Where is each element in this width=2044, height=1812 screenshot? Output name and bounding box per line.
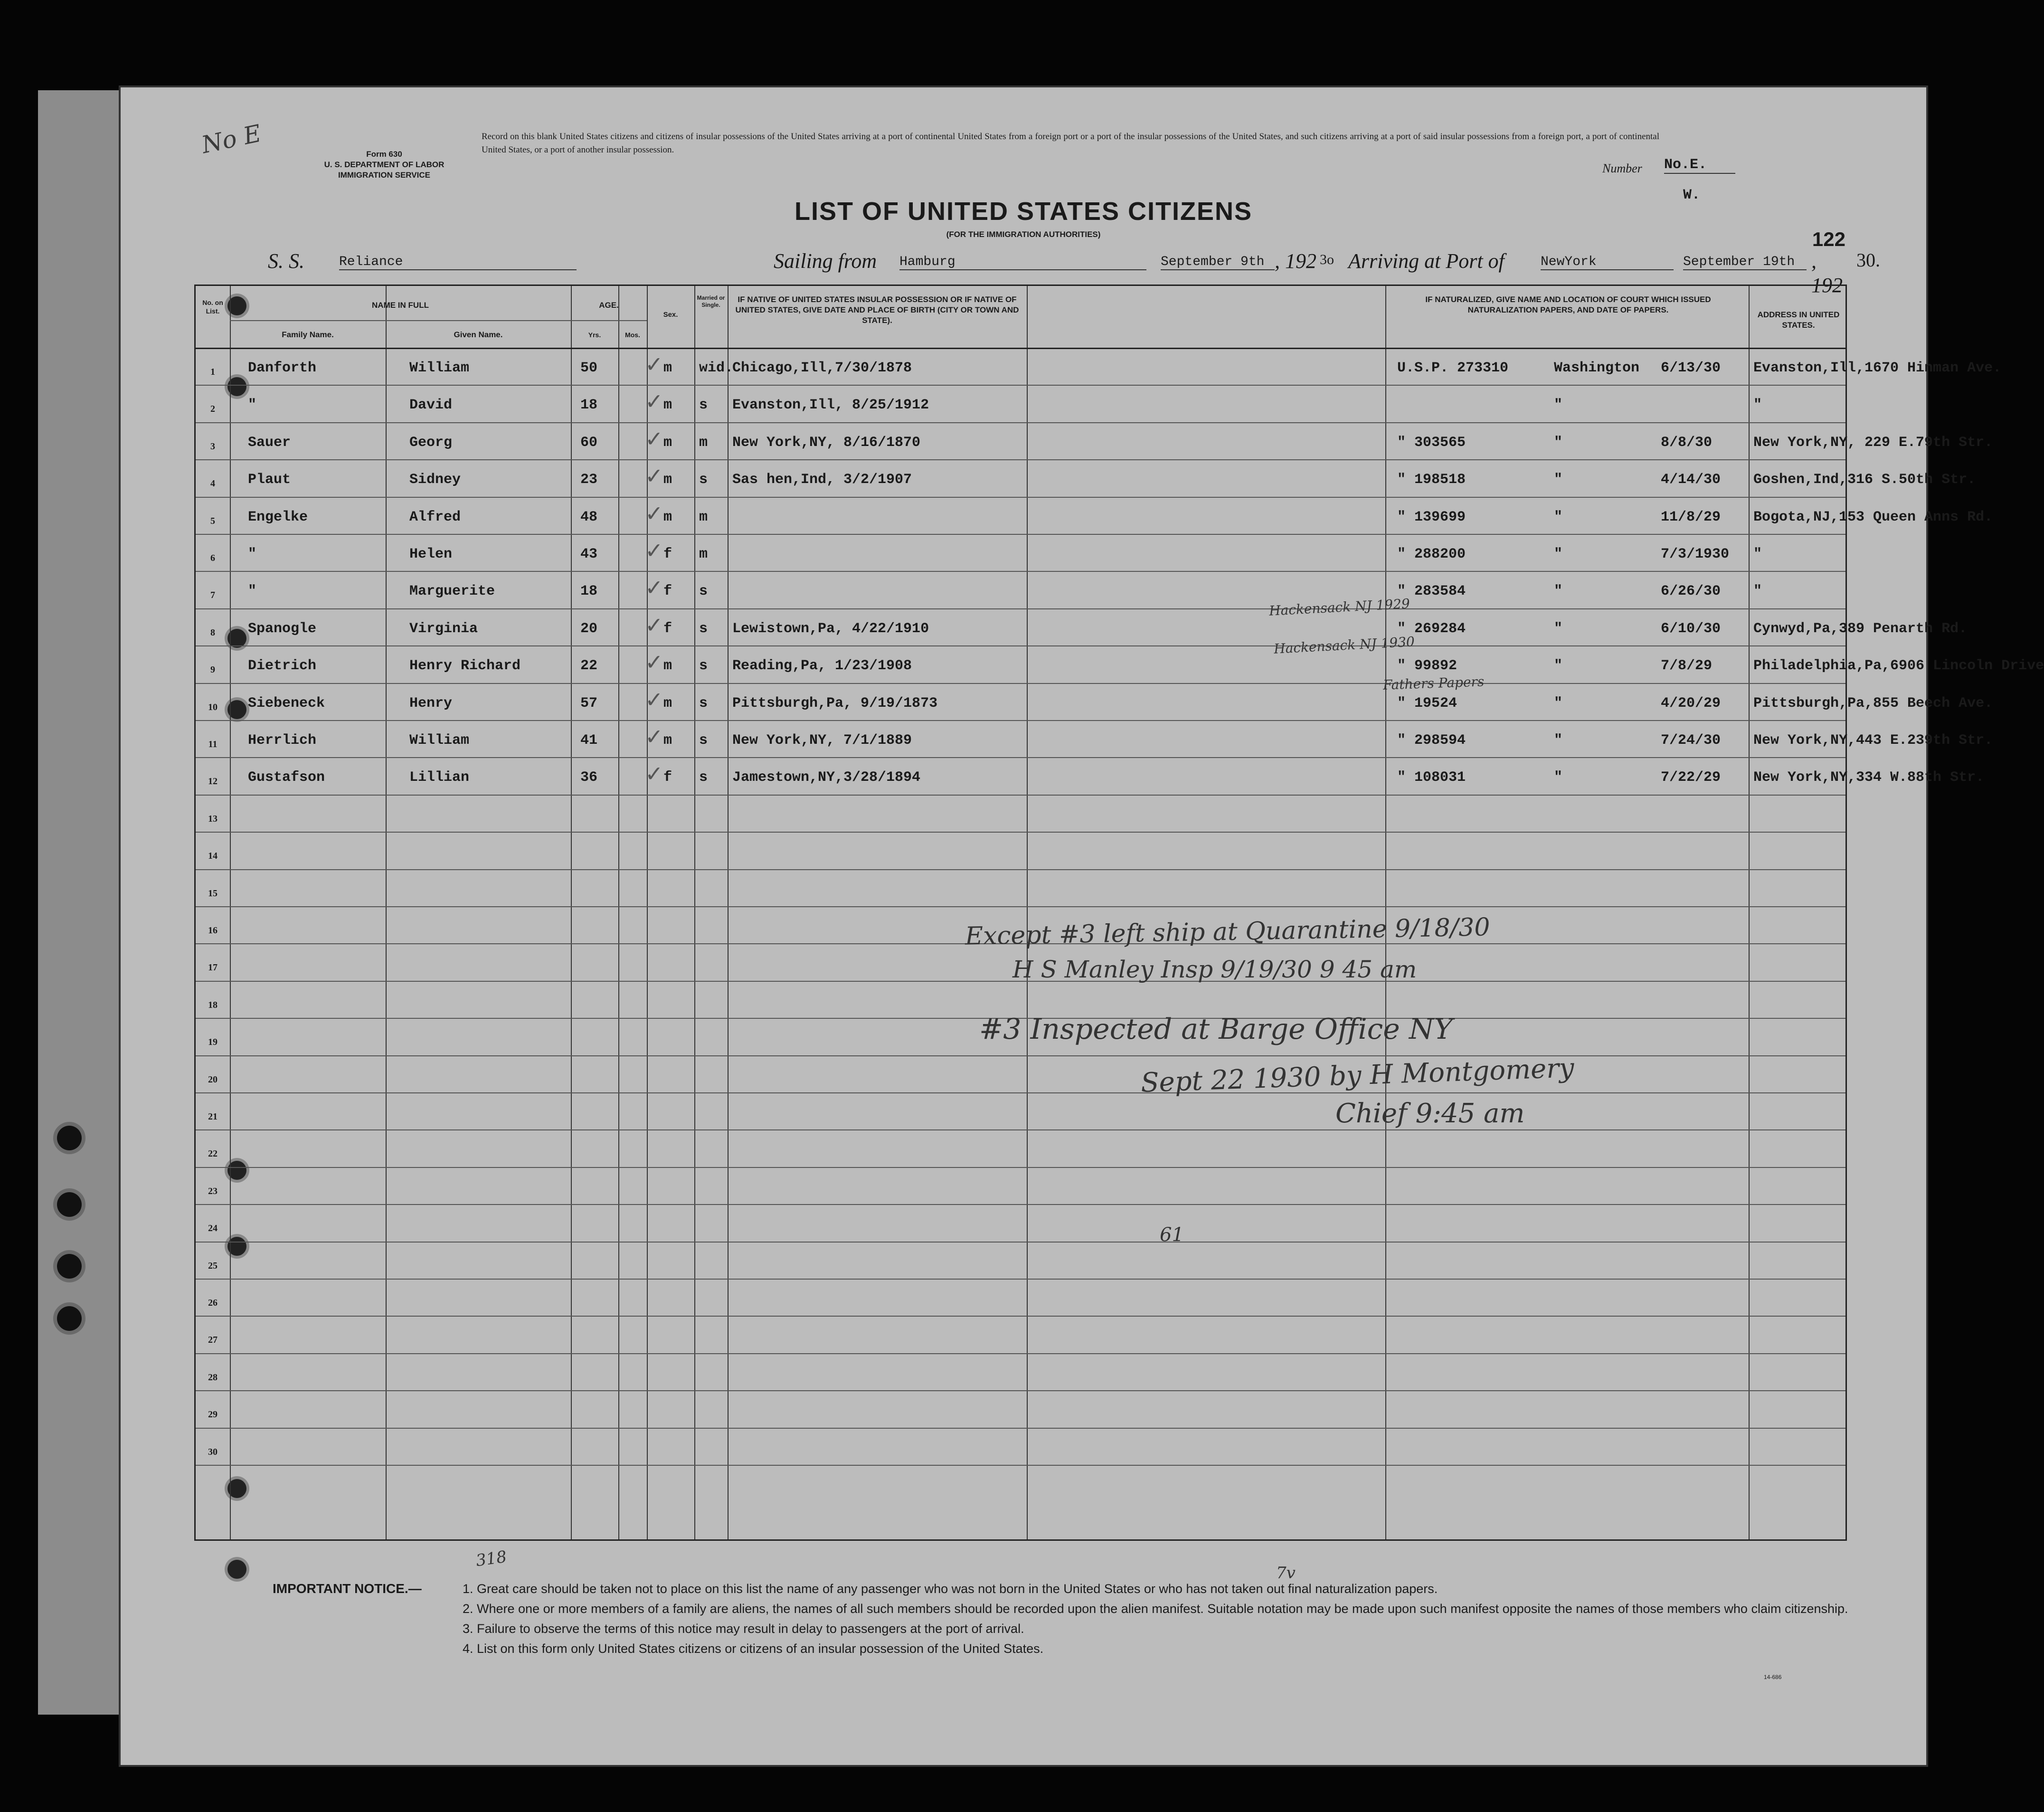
- arrival-date: September 19th: [1683, 255, 1807, 270]
- passenger-naturalization-date: 6/13/30: [1661, 360, 1721, 376]
- passenger-birthplace: Lewistown,Pa, 4/22/1910: [732, 620, 929, 637]
- passenger-naturalization-court: ": [1554, 434, 1563, 451]
- passenger-family-name: Engelke: [248, 509, 308, 525]
- handwritten-inspector-note: H S Manley Insp 9/19/30 9 45 am: [1013, 956, 1417, 983]
- notice-item: 2. Where one or more members of a family are aliens, the names of all such members should be recorded upon the alien manifest. Suitable notation may be made upon such manifest opposite the names of those members who claim citizenship.: [463, 1602, 1848, 1616]
- passenger-family-name: Gustafson: [248, 769, 325, 786]
- passenger-naturalization-date: 8/8/30: [1661, 434, 1713, 451]
- passenger-family-name: Plaut: [248, 472, 291, 488]
- row-number: 20: [208, 1074, 218, 1085]
- binder-hole: [57, 1254, 82, 1279]
- table-row: [196, 571, 1845, 608]
- passenger-address: Bogota,NJ,153 Queen Anns Rd.: [1753, 509, 1993, 525]
- row-number: 16: [208, 925, 218, 936]
- passenger-family-name: Danforth: [248, 360, 317, 376]
- handwritten-inspection-note: #3 Inspected at Barge Office NY: [979, 1013, 1453, 1046]
- passenger-family-name: Siebeneck: [248, 695, 325, 712]
- row-number: 9: [210, 664, 215, 675]
- table-row: [196, 645, 2044, 683]
- row-number: 13: [208, 813, 218, 824]
- handwritten-side-mark: 318: [474, 1547, 508, 1571]
- page-subtitle: (FOR THE IMMIGRATION AUTHORITIES): [946, 230, 1101, 239]
- checkmark-icon: ✓: [645, 463, 663, 489]
- passenger-naturalization-cert: " 298594: [1397, 732, 1466, 749]
- passenger-family-name: ": [248, 546, 257, 562]
- passenger-age: 18: [580, 397, 598, 414]
- passenger-naturalization-court: ": [1554, 769, 1563, 786]
- passenger-naturalization-court: ": [1554, 397, 1563, 414]
- header-family-name: Family Name.: [282, 330, 334, 339]
- passenger-naturalization-date: 4/20/29: [1661, 695, 1721, 712]
- row-number: 14: [208, 851, 218, 862]
- checkmark-icon: ✓: [645, 426, 663, 452]
- passenger-naturalization-cert: " 269284: [1397, 620, 1466, 637]
- checkmark-icon: ✓: [645, 724, 663, 749]
- checkmark-icon: ✓: [645, 351, 663, 377]
- passenger-naturalization-date: 7/3/1930: [1661, 546, 1730, 562]
- passenger-family-name: ": [248, 397, 257, 414]
- passenger-given-name: William: [409, 732, 470, 749]
- row-number: 19: [208, 1037, 218, 1048]
- passenger-naturalization-cert: " 303565: [1397, 434, 1466, 451]
- row-number: 1: [210, 367, 215, 377]
- passenger-given-name: Virginia: [409, 620, 478, 637]
- passenger-marital-status: m: [699, 434, 708, 451]
- passenger-naturalization-date: 6/10/30: [1661, 620, 1721, 637]
- list-number-suffix: W.: [1683, 187, 1701, 203]
- table-row: [196, 534, 1845, 571]
- arriving-label: Arriving at Port of: [1348, 249, 1505, 273]
- table-row: [196, 1316, 1845, 1353]
- table-row: [196, 422, 1993, 459]
- passenger-birthplace: Jamestown,NY,3/28/1894: [732, 769, 921, 786]
- row-number: 12: [208, 776, 218, 787]
- passenger-naturalization-cert: U.S.P. 273310: [1397, 360, 1509, 376]
- table-row: [196, 1428, 1845, 1465]
- passenger-sex: m: [663, 695, 672, 712]
- passenger-marital-status: wid.: [699, 360, 734, 376]
- passenger-marital-status: m: [699, 509, 708, 525]
- passenger-naturalization-court: ": [1554, 695, 1563, 712]
- table-row: [196, 683, 1993, 720]
- passenger-naturalization-date: 7/24/30: [1661, 732, 1721, 749]
- corner-handwritten-note: No E: [199, 119, 264, 159]
- row-number: 17: [208, 962, 218, 973]
- passenger-family-name: Sauer: [248, 434, 291, 451]
- departure-port: Hamburg: [899, 255, 1146, 270]
- header-given-name: Given Name.: [454, 330, 503, 339]
- passenger-naturalization-date: 6/26/30: [1661, 583, 1721, 600]
- passenger-sex: f: [663, 546, 672, 562]
- row-number: 2: [210, 404, 215, 415]
- passenger-given-name: Henry: [409, 695, 453, 712]
- header-birthplace: IF NATIVE OF UNITED STATES INSULAR POSSESSION OR IF NATIVE OF UNITED STATES, GIVE DATE AND PLACE OF BIRTH (CITY OR TOWN AND STATE).: [735, 295, 1019, 325]
- header-months: Mos.: [625, 331, 640, 339]
- passenger-naturalization-court: Washington: [1554, 360, 1640, 376]
- passenger-family-name: Dietrich: [248, 658, 317, 674]
- table-row: [196, 1242, 1845, 1279]
- passenger-address: ": [1753, 397, 1762, 414]
- row-number: 6: [210, 553, 215, 563]
- passenger-family-name: Spanogle: [248, 620, 317, 637]
- passenger-age: 60: [580, 434, 598, 451]
- form-header-block: [311, 149, 458, 180]
- table-row: [196, 1390, 1845, 1427]
- manifest-sheet: [119, 85, 2044, 1767]
- form-code: 14-686: [1764, 1674, 1782, 1680]
- passenger-sex: m: [663, 434, 672, 451]
- passenger-age: 22: [580, 658, 598, 674]
- passenger-birthplace: Evanston,Ill, 8/25/1912: [732, 397, 929, 414]
- ss-label: S. S.: [268, 249, 304, 273]
- table-row: [196, 497, 1993, 534]
- passenger-sex: f: [663, 583, 672, 600]
- table-row: [196, 385, 1845, 422]
- passenger-age: 43: [580, 546, 598, 562]
- row-number: 23: [208, 1186, 218, 1196]
- handwritten-quarantine-note: Except #3 left ship at Quarantine 9/18/30: [965, 913, 1490, 951]
- binder-strip: [38, 90, 122, 1715]
- page-number: 122: [1812, 228, 1845, 250]
- passenger-address: ": [1753, 583, 1762, 600]
- passenger-address: Evanston,Ill,1670 Hinman Ave.: [1753, 360, 2002, 376]
- handwritten-date-signature: Sept 22 1930 by H Montgomery: [1140, 1053, 1575, 1099]
- notice-items: [463, 1579, 1878, 1659]
- passenger-naturalization-court: ": [1554, 509, 1563, 525]
- passenger-address: Pittsburgh,Pa,855 Beech Ave.: [1753, 695, 1993, 712]
- departure-date: September 9th: [1161, 255, 1275, 270]
- passenger-naturalization-court: ": [1554, 546, 1563, 562]
- row-number: 26: [208, 1298, 218, 1308]
- table-row: [196, 1092, 1845, 1129]
- passenger-naturalization-court: ": [1554, 472, 1563, 488]
- checkmark-icon: ✓: [645, 612, 663, 638]
- passenger-address: ": [1753, 546, 1762, 562]
- passenger-marital-status: s: [699, 472, 708, 488]
- passenger-given-name: Marguerite: [409, 583, 495, 600]
- passenger-given-name: Lillian: [409, 769, 470, 786]
- table-row: [196, 832, 1845, 869]
- handwritten-court-note: Hackensack NJ 1929: [1268, 596, 1410, 619]
- passenger-given-name: Sidney: [409, 472, 461, 488]
- passenger-sex: m: [663, 509, 672, 525]
- passenger-naturalization-court: ": [1554, 732, 1563, 749]
- row-number: 24: [208, 1223, 218, 1234]
- passenger-naturalization-date: 11/8/29: [1661, 509, 1721, 525]
- table-row: [196, 1353, 1845, 1390]
- checkmark-icon: ✓: [645, 538, 663, 563]
- form-instructions: Record on this blank United States citizens and citizens of insular possessions of the United States arriving at a port of continental United States from a foreign port or a port of the insular possessions of the United States, and such citizens arriving at a port of said insular possessions from a foreign port, a port of continental United States, or a port of another insular possession.: [482, 132, 1659, 155]
- passenger-sex: f: [663, 620, 672, 637]
- passenger-birthplace: Reading,Pa, 1/23/1908: [732, 658, 912, 674]
- passenger-table: [194, 285, 2044, 1583]
- passenger-marital-status: s: [699, 732, 708, 749]
- passenger-naturalization-cert: " 198518: [1397, 472, 1466, 488]
- voyage-line: [268, 249, 1880, 297]
- passenger-given-name: Helen: [409, 546, 453, 562]
- departure-year-prefix: , 192: [1275, 249, 1316, 273]
- passenger-age: 41: [580, 732, 598, 749]
- passenger-naturalization-cert: " 99892: [1397, 658, 1457, 674]
- passenger-given-name: William: [409, 360, 470, 376]
- notice-item: 3. Failure to observe the terms of this notice may result in delay to passengers at the port of arrival.: [463, 1622, 1024, 1636]
- header-sex: Sex.: [663, 311, 678, 319]
- passenger-given-name: Henry Richard: [409, 658, 521, 674]
- row-number: 11: [208, 739, 218, 749]
- passenger-naturalization-court: ": [1554, 620, 1563, 637]
- header-age: AGE.: [599, 301, 619, 310]
- passenger-age: 57: [580, 695, 598, 712]
- passenger-marital-status: s: [699, 769, 708, 786]
- row-number: 8: [210, 627, 215, 638]
- row-number: 3: [210, 441, 215, 452]
- passenger-naturalization-cert: " 283584: [1397, 583, 1466, 600]
- header-name-in-full: NAME IN FULL: [372, 301, 429, 310]
- passenger-address: Philadelphia,Pa,6906 Lincoln Drive: [1753, 658, 2044, 674]
- header-naturalization: IF NATURALIZED, GIVE NAME AND LOCATION OF COURT WHICH ISSUED NATURALIZATION PAPERS, AND DATE OF PAPERS.: [1425, 295, 1711, 314]
- row-number: 15: [208, 888, 218, 899]
- table-row: [196, 1129, 1845, 1167]
- passenger-naturalization-court: ": [1554, 658, 1563, 674]
- row-number: 21: [208, 1111, 218, 1122]
- passenger-given-name: Alfred: [409, 509, 461, 525]
- table-row: [196, 348, 2002, 385]
- row-number: 10: [208, 702, 218, 712]
- header-married-single: Married or Single.: [697, 294, 725, 308]
- checkmark-icon: ✓: [645, 389, 663, 415]
- passenger-sex: m: [663, 732, 672, 749]
- passenger-age: 48: [580, 509, 598, 525]
- passenger-sex: m: [663, 658, 672, 674]
- row-number: 28: [208, 1372, 218, 1383]
- passenger-birthplace: New York,NY, 7/1/1889: [732, 732, 912, 749]
- passenger-family-name: Herrlich: [248, 732, 317, 749]
- table-row: [196, 757, 1985, 794]
- row-number: 25: [208, 1260, 218, 1271]
- passenger-sex: m: [663, 397, 672, 414]
- row-number: 27: [208, 1335, 218, 1346]
- row-number: 22: [208, 1148, 218, 1159]
- passenger-naturalization-date: 4/14/30: [1661, 472, 1721, 488]
- passenger-marital-status: s: [699, 397, 708, 414]
- table-row: [196, 459, 1976, 496]
- passenger-age: 23: [580, 472, 598, 488]
- row-number: 18: [208, 999, 218, 1010]
- page-title: LIST OF UNITED STATES CITIZENS: [795, 197, 1252, 226]
- passenger-naturalization-cert: " 108031: [1397, 769, 1466, 786]
- passenger-birthplace: Pittsburgh,Pa, 9/19/1873: [732, 695, 938, 712]
- table-row: [196, 608, 1968, 645]
- handwritten-court-note: Hackensack NJ 1930: [1273, 634, 1415, 657]
- passenger-age: 36: [580, 769, 598, 786]
- departure-year-suffix: 3o: [1320, 252, 1334, 267]
- arrival-year-suffix: 30.: [1856, 249, 1880, 271]
- header-no: No. on List.: [202, 299, 223, 315]
- arrival-port: NewYork: [1541, 255, 1674, 270]
- passenger-age: 20: [580, 620, 598, 637]
- ship-name: Reliance: [339, 255, 577, 270]
- passenger-birthplace: Sas hen,Ind, 3/2/1907: [732, 472, 912, 488]
- passenger-sex: m: [663, 360, 672, 376]
- passenger-address: Cynwyd,Pa,389 Penarth Rd.: [1753, 620, 1968, 637]
- passenger-marital-status: s: [699, 658, 708, 674]
- handwritten-stray-mark: 61: [1160, 1224, 1184, 1246]
- checkmark-icon: ✓: [645, 686, 663, 712]
- list-number: No.E.: [1664, 157, 1735, 174]
- table-row: [196, 720, 1993, 757]
- notice-item: 4. List on this form only United States citizens or citizens of an insular possession of the United States.: [463, 1641, 1044, 1656]
- row-number: 29: [208, 1409, 218, 1420]
- row-number: 5: [210, 515, 215, 526]
- service-name: IMMIGRATION SERVICE: [338, 171, 430, 180]
- header-years: Yrs.: [588, 331, 601, 339]
- passenger-naturalization-date: 7/8/29: [1661, 658, 1713, 674]
- table-row: [196, 1055, 1845, 1092]
- handwritten-chief-time: Chief 9:45 am: [1335, 1098, 1525, 1129]
- passenger-sex: m: [663, 472, 672, 488]
- notice-label: IMPORTANT NOTICE.—: [273, 1581, 422, 1596]
- arrival-year-prefix: , 192: [1811, 249, 1843, 297]
- row-number: 7: [210, 590, 215, 601]
- table-row: [196, 1167, 1845, 1204]
- passenger-given-name: Georg: [409, 434, 453, 451]
- passenger-sex: f: [663, 769, 672, 786]
- passenger-address: New York,NY,334 W.88th Str.: [1753, 769, 1985, 786]
- passenger-birthplace: Chicago,Ill,7/30/1878: [732, 360, 912, 376]
- passenger-naturalization-cert: " 288200: [1397, 546, 1466, 562]
- binder-hole: [57, 1126, 82, 1150]
- table-row: [196, 869, 1845, 906]
- passenger-naturalization-cert: " 139699: [1397, 509, 1466, 525]
- binder-hole: [57, 1192, 82, 1217]
- row-number: 30: [208, 1446, 218, 1457]
- passenger-birthplace: New York,NY, 8/16/1870: [732, 434, 921, 451]
- handwritten-fathers-papers: Fathers Papers: [1382, 674, 1485, 693]
- checkmark-icon: ✓: [645, 761, 663, 787]
- passenger-age: 18: [580, 583, 598, 600]
- passenger-marital-status: s: [699, 620, 708, 637]
- checkmark-icon: ✓: [645, 649, 663, 675]
- passenger-address: Goshen,Ind,316 S.50th Str.: [1753, 472, 1976, 488]
- passenger-naturalization-court: ": [1554, 583, 1563, 600]
- passenger-family-name: ": [248, 583, 257, 600]
- sailing-label: Sailing from: [774, 249, 877, 273]
- number-label: Number: [1602, 161, 1642, 175]
- passenger-marital-status: s: [699, 583, 708, 600]
- passenger-marital-status: m: [699, 546, 708, 562]
- passenger-naturalization-cert: " 19524: [1397, 695, 1457, 712]
- table-row: [196, 1279, 1845, 1316]
- table-row: [196, 1204, 1845, 1241]
- passenger-address: New York,NY, 229 E.79th Str.: [1753, 434, 1993, 451]
- header-address: ADDRESS IN UNITED STATES.: [1757, 310, 1840, 330]
- form-number: Form 630: [366, 150, 402, 159]
- handwritten-bottom-mark: 7v: [1276, 1564, 1296, 1583]
- passenger-age: 50: [580, 360, 598, 376]
- notice-item: 1. Great care should be taken not to place on this list the name of any passenger who was not born in the United States or who has not taken out final naturalization papers.: [463, 1582, 1438, 1596]
- punch-hole: [227, 1560, 246, 1579]
- checkmark-icon: ✓: [645, 575, 663, 601]
- checkmark-icon: ✓: [645, 500, 663, 526]
- binder-hole: [57, 1306, 82, 1331]
- passenger-naturalization-date: 7/22/29: [1661, 769, 1721, 786]
- passenger-given-name: David: [409, 397, 453, 414]
- passenger-marital-status: s: [699, 695, 708, 712]
- department-name: U. S. DEPARTMENT OF LABOR: [324, 160, 445, 169]
- row-number: 4: [210, 478, 215, 489]
- passenger-address: New York,NY,443 E.239th Str.: [1753, 732, 1993, 749]
- table-row: [196, 795, 1845, 832]
